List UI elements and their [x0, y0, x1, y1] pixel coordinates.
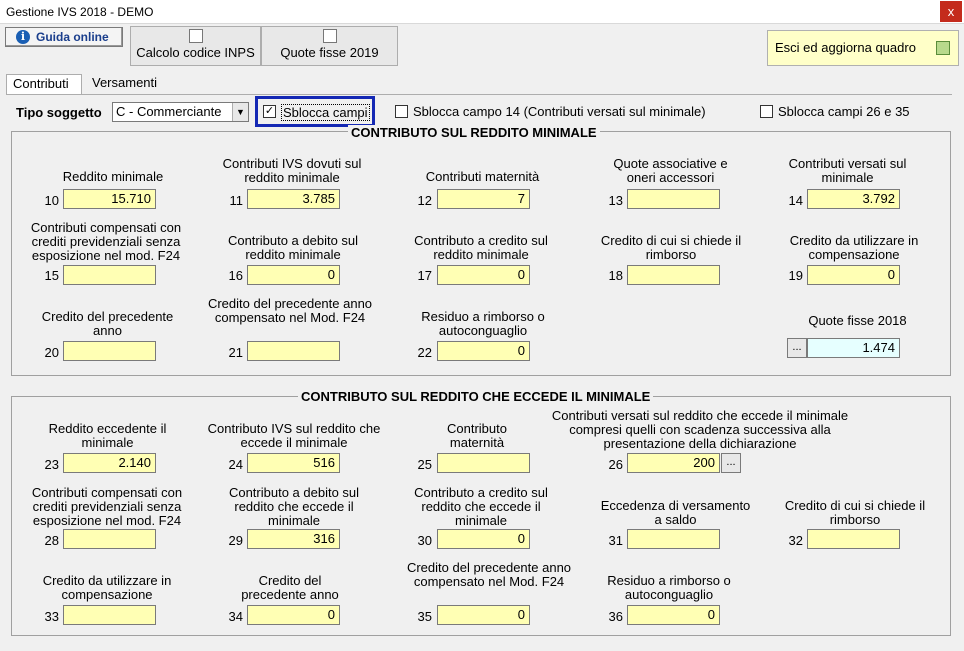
field-number: 36 [608, 609, 623, 624]
field-number: 30 [417, 533, 432, 548]
field-30-input[interactable]: 0 [437, 529, 530, 549]
quote-fisse-2018-label: Quote fisse 2018 [808, 313, 907, 328]
field-label: Reddito minimale [62, 169, 164, 184]
sblocca-26-35-checkbox[interactable] [760, 105, 773, 118]
field-35-input[interactable]: 0 [437, 605, 530, 625]
field-number: 17 [417, 268, 432, 283]
field-number: 19 [788, 268, 803, 283]
field-label: Contributo a debito sul reddito minimale [227, 233, 359, 262]
field-number: 21 [228, 345, 243, 360]
guida-online-button[interactable] [5, 27, 123, 47]
field-32-input[interactable] [807, 529, 900, 549]
sblocca-14-checkbox[interactable] [395, 105, 408, 118]
section-reddito-eccede-title: CONTRIBUTO SUL REDDITO CHE ECCEDE IL MINIMALE [298, 389, 653, 404]
field-label: Contributi compensati con crediti previdenziali senza esposizione nel mod. F24 [30, 220, 182, 263]
field-number: 34 [228, 609, 243, 624]
field-17-input[interactable]: 0 [437, 265, 530, 285]
field-number: 16 [228, 268, 243, 283]
field-label: Contributi versati sul reddito che eccede il minimale compresi quelli con scadenza successiva alla presentazione della dichiarazione [551, 408, 849, 451]
field-number: 35 [417, 609, 432, 624]
guida-online-label: Guida online [36, 30, 109, 44]
field-label: Credito del precedente anno compensato nel Mod. F24 [207, 296, 373, 325]
field-number: 22 [417, 345, 432, 360]
field-number: 29 [228, 533, 243, 548]
field-label: Contributo IVS sul reddito che eccede il minimale [207, 421, 381, 450]
field-15-input[interactable] [63, 265, 156, 285]
tab-versamenti[interactable]: Versamenti [92, 75, 158, 90]
field-label: Credito da utilizzare in compensazione [789, 233, 919, 262]
sblocca-14-label: Sblocca campo 14 (Contributi versati sul minimale) [413, 104, 706, 119]
field-number: 14 [788, 193, 803, 208]
calcolo-codice-inps-button[interactable] [130, 26, 261, 66]
field-number: 10 [44, 193, 59, 208]
esci-label: Esci ed aggiorna quadro [775, 40, 916, 55]
field-33-input[interactable] [63, 605, 156, 625]
sblocca-campi-label: Sblocca campi [283, 105, 368, 120]
exit-icon [936, 41, 950, 55]
field-label: Contributo a credito sul reddito minimale [414, 233, 548, 262]
field-29-input[interactable]: 316 [247, 529, 340, 549]
table-icon [323, 29, 337, 43]
sblocca-26-35-label: Sblocca campi 26 e 35 [778, 104, 910, 119]
field-label: Credito del precedente anno compensato nel Mod. F24 [406, 560, 572, 589]
title-bar [0, 0, 964, 24]
field-10-input[interactable]: 15.710 [63, 189, 156, 209]
section-reddito-minimale-title: CONTRIBUTO SUL REDDITO MINIMALE [348, 125, 600, 140]
field-number: 24 [228, 457, 243, 472]
field-number: 20 [44, 345, 59, 360]
quote-fisse-2019-button[interactable] [261, 26, 398, 66]
quote-fisse-2018-button[interactable]: ... [787, 338, 807, 358]
field-34-input[interactable]: 0 [247, 605, 340, 625]
sblocca-campi-checkbox[interactable]: ✓ [264, 105, 275, 117]
field-number: 28 [44, 533, 59, 548]
field-number: 23 [44, 457, 59, 472]
field-25-input[interactable] [437, 453, 530, 473]
field-number: 32 [788, 533, 803, 548]
field-number: 15 [44, 268, 59, 283]
tipo-soggetto-label: Tipo soggetto [16, 105, 102, 120]
esci-aggiorna-button[interactable] [767, 30, 959, 66]
field-14-input[interactable]: 3.792 [807, 189, 900, 209]
field-label: Credito del precedente anno [41, 309, 174, 338]
field-26-button[interactable]: ... [721, 453, 741, 473]
field-label: Contributi IVS dovuti sul reddito minimale [222, 156, 362, 185]
field-11-input[interactable]: 3.785 [247, 189, 340, 209]
field-number: 33 [44, 609, 59, 624]
field-number: 25 [417, 457, 432, 472]
field-28-input[interactable] [63, 529, 156, 549]
tipo-soggetto-value: C - Commerciante [116, 104, 222, 119]
chevron-down-icon[interactable]: ▼ [232, 103, 248, 121]
field-number: 12 [417, 193, 432, 208]
field-20-input[interactable] [63, 341, 156, 361]
tipo-soggetto-select[interactable] [112, 102, 249, 122]
field-number: 11 [229, 193, 243, 208]
field-number: 31 [608, 533, 623, 548]
field-number: 18 [608, 268, 623, 283]
field-31-input[interactable] [627, 529, 720, 549]
field-label: Credito di cui si chiede il rimborso [600, 233, 742, 262]
calculator-icon [189, 29, 203, 43]
tab-contributi[interactable]: Contributi [6, 74, 82, 94]
field-12-input[interactable]: 7 [437, 189, 530, 209]
field-label: Residuo a rimborso o autoconguaglio [607, 573, 731, 602]
field-23-input[interactable]: 2.140 [63, 453, 156, 473]
field-label: Eccedenza di versamento a saldo [600, 498, 751, 527]
tab-divider [6, 94, 952, 95]
field-22-input[interactable]: 0 [437, 341, 530, 361]
field-label: Credito di cui si chiede il rimborso [784, 498, 926, 527]
field-label: Contributi compensati con crediti previdenziali senza esposizione nel mod. F24 [31, 485, 183, 528]
quote-fisse-2018-input[interactable]: 1.474 [807, 338, 900, 358]
field-number: 13 [608, 193, 623, 208]
field-26-input[interactable]: 200 [627, 453, 720, 473]
close-button[interactable]: x [940, 1, 962, 22]
field-label: Residuo a rimborso o autoconguaglio [421, 309, 545, 338]
field-label: Contributo a credito sul reddito che eccede il minimale [414, 485, 548, 528]
field-label: Contributo a debito sul reddito che eccede il minimale [228, 485, 360, 528]
field-19-input[interactable]: 0 [807, 265, 900, 285]
field-16-input[interactable]: 0 [247, 265, 340, 285]
field-36-input[interactable]: 0 [627, 605, 720, 625]
field-label: Contributi versati sul minimale [788, 156, 907, 185]
field-13-input[interactable] [627, 189, 720, 209]
field-number: 26 [608, 457, 623, 472]
field-label: Credito del precedente anno [241, 573, 339, 602]
field-label: Contributi maternità [425, 169, 540, 184]
info-icon: i [16, 30, 30, 44]
field-18-input[interactable] [627, 265, 720, 285]
field-label: Credito da utilizzare in compensazione [42, 573, 172, 602]
field-24-input[interactable]: 516 [247, 453, 340, 473]
field-label: Quote associative e oneri accessori [613, 156, 728, 185]
window-title: Gestione IVS 2018 - DEMO [6, 5, 154, 19]
field-21-input[interactable] [247, 341, 340, 361]
field-label: Contributo maternità [447, 421, 507, 450]
calcolo-label: Calcolo codice INPS [136, 45, 255, 60]
field-label: Reddito eccedente il minimale [48, 421, 167, 450]
quote-label: Quote fisse 2019 [280, 45, 379, 60]
